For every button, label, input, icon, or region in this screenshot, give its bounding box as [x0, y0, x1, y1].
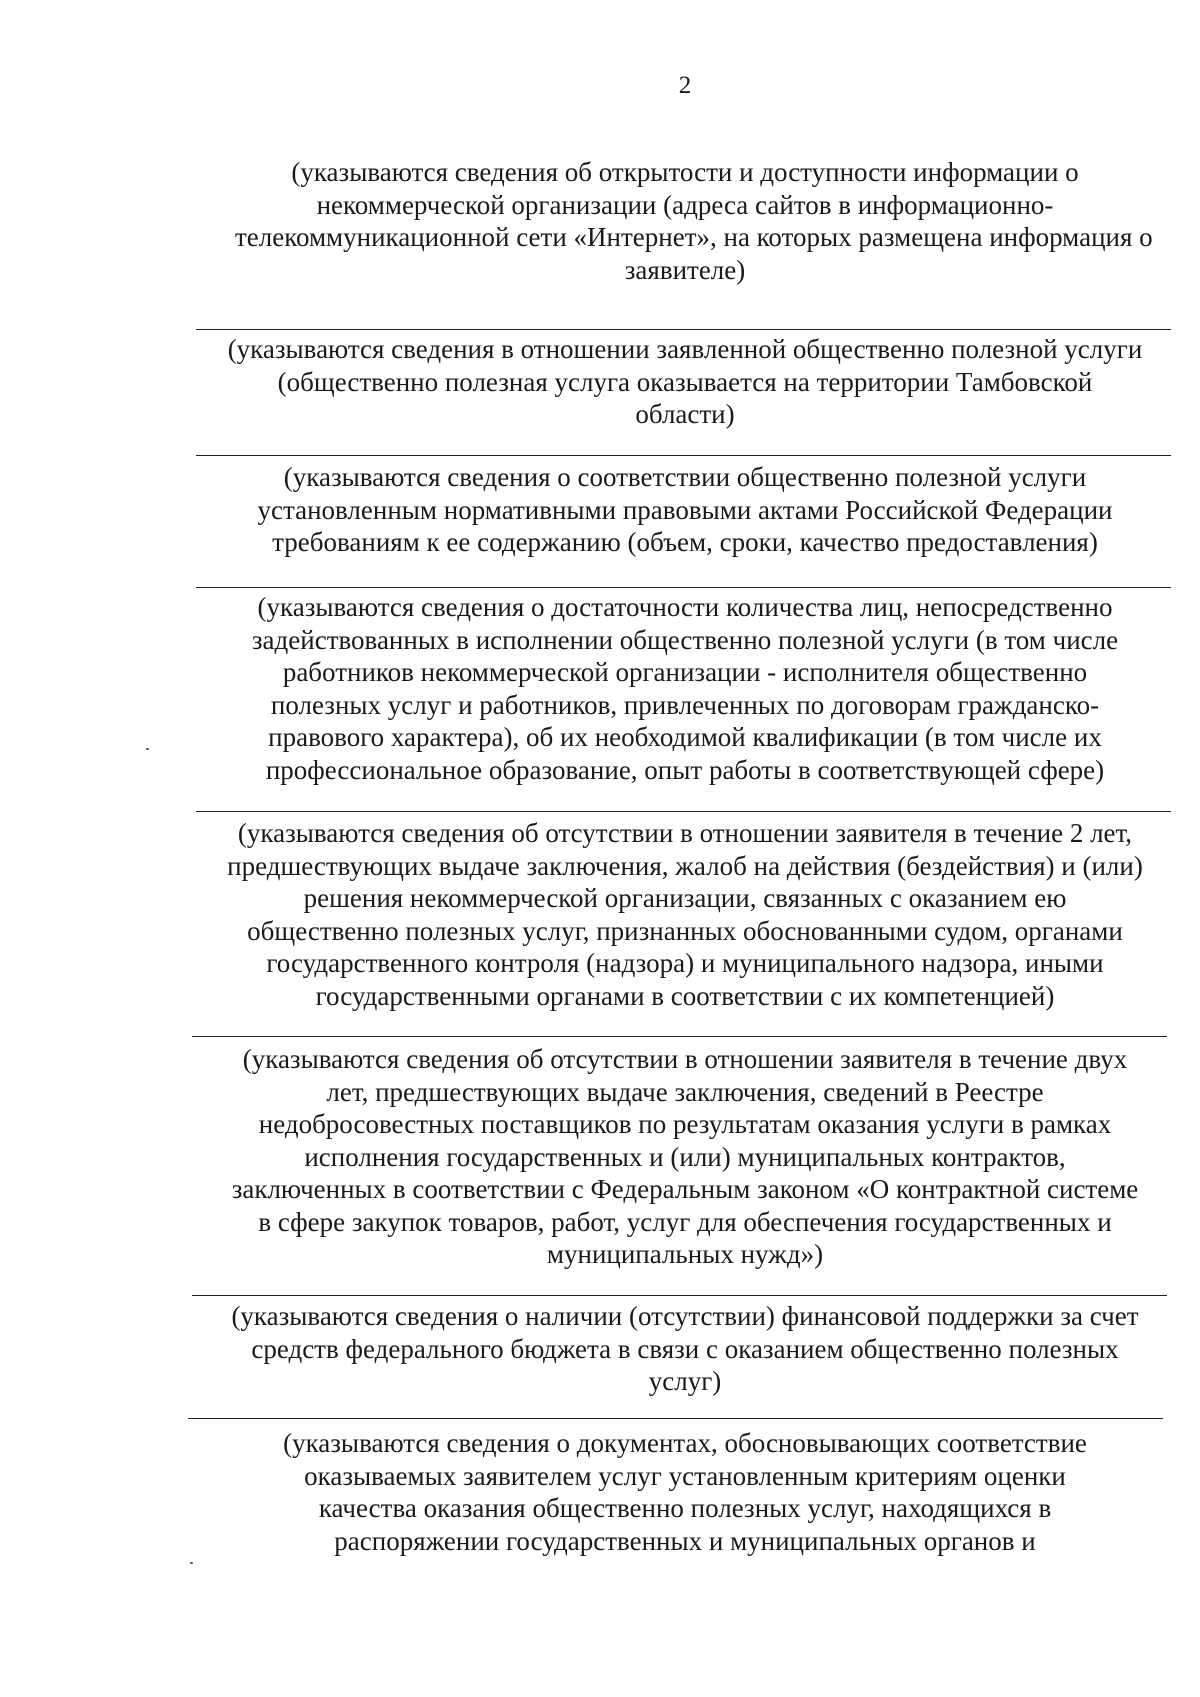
caption-line: средств федерального бюджета в связи с оказанием общественно полезных [251, 1333, 1119, 1364]
blank-line [196, 455, 1171, 456]
caption-line: лет, предшествующих выдаче заключения, сведений в Реестре [326, 1076, 1044, 1107]
blank-line [192, 1295, 1167, 1296]
caption-line: профессиональное образование, опыт работы в соответствующей сфере) [265, 754, 1105, 785]
scan-speck [190, 1562, 193, 1564]
caption-line: области) [635, 399, 735, 429]
declared-service-caption [190, 333, 1180, 431]
blank-line [196, 329, 1171, 330]
supporting-documents-caption [200, 1427, 1170, 1557]
caption-line: (указываются сведения в отношении заявленной общественно полезной услуги [227, 334, 1143, 364]
caption-line: (указываются сведения об отсутствии в отношении заявителя в течение 2 лет, [237, 818, 1133, 848]
info-openness-caption [235, 156, 1153, 286]
scan-speck [146, 748, 149, 750]
financial-support-caption [190, 1300, 1180, 1398]
caption-line: в сфере закупок товаров, работ, услуг для обеспечения государственных и [258, 1206, 1112, 1237]
caption-line: предшествующих выдаче заключения, жалоб на действия (бездействия) и (или) [227, 850, 1143, 881]
caption-line: государственного контроля (надзора) и муниципального надзора, иными [266, 948, 1104, 978]
caption-line: общественно полезных услуг, признанных обоснованными судом, органами [247, 915, 1123, 946]
blank-line [196, 587, 1171, 588]
caption-line: качества оказания общественно полезных услуг, находящихся в [318, 1493, 1052, 1523]
caption-line: решения некоммерческой организации, связанных с оказанием ею [303, 883, 1067, 913]
caption-line: установленным нормативными правовыми актами Российской Федерации [257, 494, 1113, 525]
caption-line: заключенных в соответствии с Федеральным законом «О контрактной системе [231, 1174, 1139, 1204]
caption-line: исполнения государственных и (или) муниципальных контрактов, [304, 1141, 1066, 1172]
caption-line: (указываются сведения о достаточности количества лиц, непосредственно [257, 592, 1113, 622]
dishonest-suppliers-caption [190, 1043, 1180, 1271]
caption-line: (указываются сведения о соответствии общественно полезной услуги [283, 462, 1087, 492]
caption-line: телекоммуникационной сети «Интернет», на которых размещена информация о [235, 222, 1153, 252]
caption-line: полезных услуг и работников, привлеченных по договорам гражданско- [270, 689, 1100, 720]
staff-sufficiency-caption [195, 591, 1175, 786]
complaints-absence-caption [190, 817, 1180, 1012]
caption-line: недобросовестных поставщиков по результатам оказания услуги в рамках [258, 1109, 1112, 1139]
page-number: 2 [678, 72, 692, 99]
caption-line: требованиям к ее содержанию (объем, сроки, качество предоставления) [272, 527, 1098, 557]
caption-line: оказываемых заявителем услуг установленным критериям оценки [304, 1460, 1066, 1491]
caption-line: государственными органами в соответствии с их компетенцией) [315, 980, 1055, 1011]
caption-line: (указываются сведения о документах, обосновывающих соответствие [283, 1428, 1087, 1458]
caption-line: работников некоммерческой организации - исполнителя общественно [282, 657, 1088, 687]
caption-line: некоммерческой организации (адреса сайтов в информационно- [316, 189, 1054, 220]
caption-line: правового характера), об их необходимой квалификации (в том числе их [268, 722, 1102, 752]
caption-line: распоряжении государственных и муниципальных органов и [334, 1525, 1036, 1556]
caption-line: муниципальных нужд») [546, 1239, 824, 1269]
caption-line: (указываются сведения об открытости и доступности информации о [291, 157, 1079, 187]
caption-line: (указываются сведения об отсутствии в отношении заявителя в течение двух [242, 1044, 1128, 1074]
requirements-compliance-caption [195, 461, 1175, 559]
blank-line [188, 1418, 1163, 1419]
caption-line: (общественно полезная услуга оказывается на территории Тамбовской [277, 366, 1093, 397]
caption-line: заявителе) [624, 254, 746, 285]
blank-line [196, 811, 1171, 812]
caption-line: услуг) [648, 1366, 722, 1396]
blank-line [192, 1036, 1167, 1037]
caption-line: (указываются сведения о наличии (отсутствии) финансовой поддержки за счет [231, 1301, 1139, 1331]
caption-line: задействованных в исполнении общественно полезной услуги (в том числе [251, 624, 1119, 655]
